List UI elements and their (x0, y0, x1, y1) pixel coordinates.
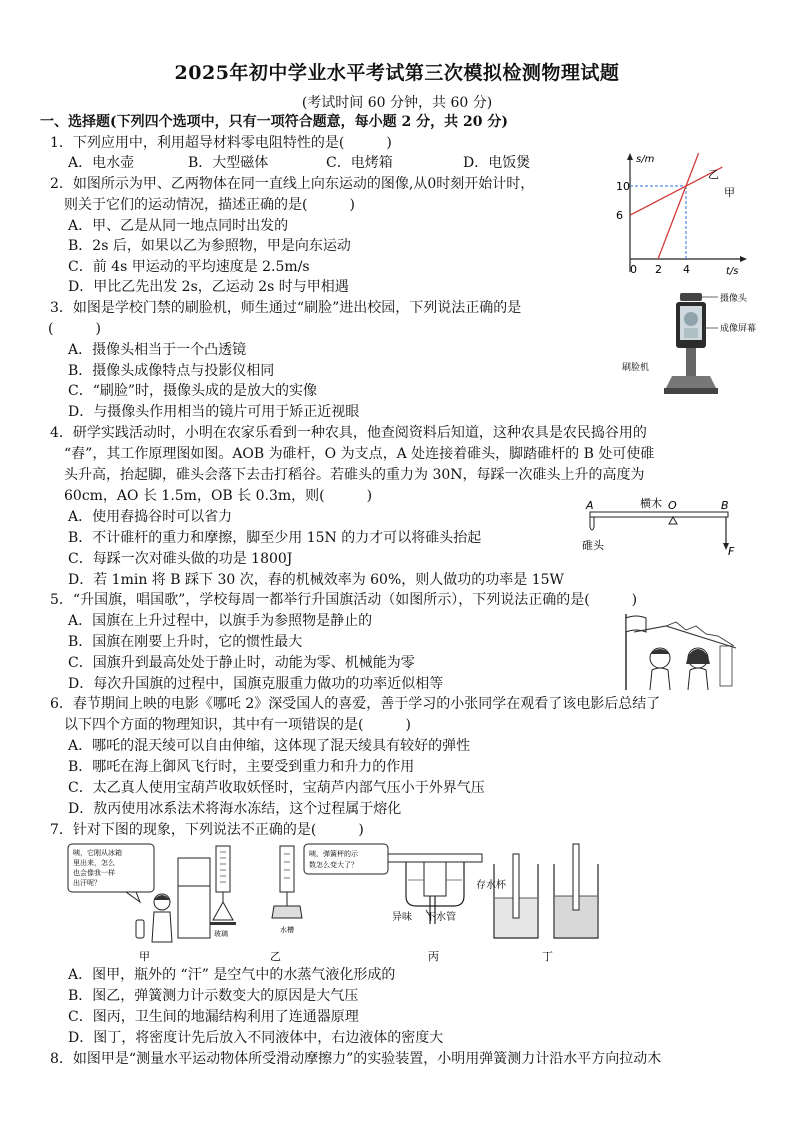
student-icon (650, 648, 670, 690)
q5-option-a: A．国旗在上升过程中，以旗手为参照物是静止的 (68, 613, 373, 629)
y-tick-label: 6 (616, 209, 623, 223)
q4-option-a: A．使用舂捣谷时可以省力 (68, 509, 233, 525)
bottle-icon (136, 920, 144, 938)
q7-option-c: C．图丙，卫生间的地漏结构利用了连通器原理 (68, 1009, 359, 1025)
water-trough-icon (272, 906, 302, 918)
page-title: 2025年初中学业水平考试第三次模拟检测物理试题 (174, 62, 620, 84)
q1-option-a: A．电水壶 (68, 155, 135, 171)
q3-option-c: C．“刷脸”时，摄像头成的是放大的实像 (68, 383, 318, 399)
label-cup: 存水杯 (476, 880, 506, 891)
label-glass: 玻璃 (214, 930, 228, 938)
bubble1-line: 出汗呢？ (73, 879, 101, 887)
question-4-stem-4: 60cm，AO 长 1.5m，OB 长 0.3m，则( ) (64, 488, 373, 504)
pestle-head-icon (590, 517, 594, 530)
q5-option-c: C．国旗升到最高处处于静止时，动能为零、机械能为零 (68, 655, 415, 671)
x-tick-label: 0 (630, 263, 637, 276)
glass-plate-icon (210, 922, 236, 925)
bubble1-line: 咦，它刚从冰箱 (73, 849, 122, 857)
question-4-stem-3: 头升高，抬起脚，碓头会落下去击打稻谷。若碓头的重力为 30N，每踩一次碓头上升的高度为 (64, 467, 645, 483)
st-xlabel: t/s (726, 266, 739, 277)
floor-drain-cover (388, 854, 482, 862)
hydrometer-icon (513, 854, 519, 918)
st-axes (627, 153, 747, 272)
figure-ding (494, 844, 598, 963)
question-8-stem: 8．如图甲是“测量水平运动物体所受滑动摩擦力”的实验装置，小明用弹簧测力计沿水平方向拉动木 (50, 1051, 662, 1067)
exam-duration: (考试时间 60 分钟，共 60 分) (301, 95, 493, 111)
flag-icon (626, 616, 646, 632)
student-icon (686, 648, 710, 690)
figure-bing (388, 854, 507, 963)
q3-option-d: D．与摄像头作用相当的镜片可用于矫正近视眼 (68, 404, 360, 420)
figure-yi (210, 844, 388, 963)
q6-option-a: A．哪吒的混天绫可以自由伸缩，这体现了混天绫具有较好的弹性 (68, 738, 471, 754)
caption-jia: 甲 (139, 950, 150, 963)
question-5-stem: 5．“升国旗，唱国歌”，学校每周一都举行升国旗活动（如图所示），下列说法正确的是( ) (50, 592, 638, 608)
spring-scale-icon (280, 846, 294, 892)
q2-option-c: C．前 4s 甲运动的平均速度是 2.5m/s (68, 259, 310, 275)
st-graph (608, 150, 754, 280)
q4-option-b: B．不计碓杆的重力和摩擦，脚至少用 15N 的力才可以将碓头抬起 (68, 530, 482, 546)
lever-point-b: B (721, 499, 729, 512)
speech-bubble (304, 844, 388, 874)
y-tick-label: 10 (616, 180, 630, 193)
x-tick-label: 2 (655, 263, 662, 276)
question-4-stem: 4．研学实践活动时，小明在农家乐看到一种农具，他查阅资料后知道，这种农具是农民捣谷用的 (50, 425, 647, 441)
q4-option-c: C．每踩一次对碓头做的功是 1800J (68, 551, 293, 567)
q7-option-b: B．图乙，弹簧测力计示数变大的原因是大气压 (68, 988, 359, 1004)
lever-head-label: 碓头 (582, 539, 604, 552)
x-tick-label: 4 (683, 263, 690, 276)
q5-option-d: D．每次升国旗的过程中，国旗克服重力做功的功率近似相等 (68, 676, 444, 692)
caption-yi: 乙 (270, 950, 281, 963)
section-heading: 一、选择题(下列四个选项中，只有一项符合题意，每小题 2 分，共 20 分) (40, 114, 508, 130)
q3-option-b: B．摄像头成像特点与投影仪相同 (68, 363, 275, 379)
bubble2-line: 咦，弹簧秤的示 (309, 850, 358, 858)
spring-scale-icon (216, 846, 230, 892)
lever-beam-label: 横木 (640, 497, 662, 510)
girl-icon (152, 894, 172, 942)
label-camera: 摄像头 (720, 294, 748, 304)
lever-beam (590, 512, 728, 517)
label-trough: 水槽 (280, 926, 294, 934)
caption-bing: 丙 (428, 950, 439, 963)
hydrometer-icon (573, 844, 579, 910)
face-scanner-figure (620, 290, 770, 402)
q7-option-a: A．图甲，瓶外的 “汗” 是空气中的水蒸气液化形成的 (68, 967, 396, 983)
q4-option-d: D．若 1min 将 B 踩下 30 次，舂的机械效率为 60%，则人做功的功率是 15W (68, 572, 564, 588)
q6-option-b: B．哪吒在海上御风飞行时，主要受到重力和升力的作用 (68, 759, 415, 775)
question-7-stem: 7．针对下图的现象，下列说法不正确的是( ) (50, 822, 364, 838)
q2-option-a: A．甲、乙是从同一地点同时出发的 (68, 218, 289, 234)
st-ylabel: s/m (636, 154, 655, 165)
q7-figures (66, 840, 606, 966)
label-smell: 异味 (392, 912, 412, 923)
q5-option-b: B．国旗在刚要上升时，它的惯性最大 (68, 634, 303, 650)
question-2-stem: 2．如图所示为甲、乙两物体在同一直线上向东运动的图像,从0时刻开始计时， (50, 176, 535, 192)
fulcrum-icon (669, 517, 677, 524)
label-machine: 刷脸机 (622, 363, 650, 373)
lever-point-o: O (668, 499, 677, 512)
q7-option-d: D．图丁，将密度计先后放入不同液体中，右边液体的密度大 (68, 1030, 444, 1046)
bubble1-line: 也会像我一样 (73, 869, 115, 877)
question-2-stem-cont: 则关于它们的运动情况，描述正确的是( ) (64, 197, 355, 213)
q1-option-c: C．电烤箱 (326, 155, 393, 171)
q1-option-d: D．电饭煲 (463, 155, 531, 171)
fridge-icon (178, 858, 210, 938)
question-4-stem-2: “舂”，其工作原理图如图。AOB 为碓杆，O 为支点，A 处连接着碓头，脚踏碓杆的 B 处可使碓 (64, 446, 655, 462)
question-3-stem-cont: ( ) (48, 321, 101, 337)
st-label-yi: 乙 (708, 168, 719, 181)
question-6-stem: 6．春节期间上映的电影《哪吒 2》深受国人的喜爱，善于学习的小张同学在观看了该电影后总结了 (50, 696, 661, 712)
label-drain: 下水管 (426, 912, 456, 923)
q6-option-c: C．太乙真人使用宝葫芦收取妖怪时，宝葫芦内部气压小于外界气压 (68, 780, 485, 796)
question-1-stem: 1．下列应用中，利用超导材料零电阻特性的是( ) (50, 135, 392, 151)
label-screen: 成像屏幕 (720, 324, 757, 334)
q3-option-a: A．摄像头相当于一个凸透镜 (68, 342, 247, 358)
lever-force-f: F (728, 545, 735, 558)
camera-icon (680, 293, 702, 301)
q2-option-b: B．2s 后，如果以乙为参照物，甲是向东运动 (68, 238, 351, 254)
q2-option-d: D．甲比乙先出发 2s，乙运动 2s 时与甲相遇 (68, 279, 349, 295)
q6-option-d: D．敖丙使用冰系法术将海水冻结，这个过程属于熔化 (68, 801, 402, 817)
question-3-stem: 3．如图是学校门禁的刷脸机，师生通过“刷脸”进出校园，下列说法正确的是 (50, 300, 522, 316)
lever-point-a: A (586, 499, 594, 512)
flag-raising-figure (606, 608, 744, 692)
st-label-jia: 甲 (724, 186, 735, 199)
bubble1-line: 里出来，怎么 (73, 859, 115, 867)
figure-jia (68, 844, 210, 963)
question-6-stem-cont: 以下四个方面的物理知识，其中有一项错误的是( ) (64, 717, 411, 733)
caption-ding: 丁 (542, 950, 553, 963)
bubble2-line: 数怎么变大了？ (309, 861, 358, 869)
series-line-yi (658, 153, 699, 259)
lever-figure (576, 493, 756, 559)
q1-option-b: B．大型磁体 (188, 155, 269, 171)
